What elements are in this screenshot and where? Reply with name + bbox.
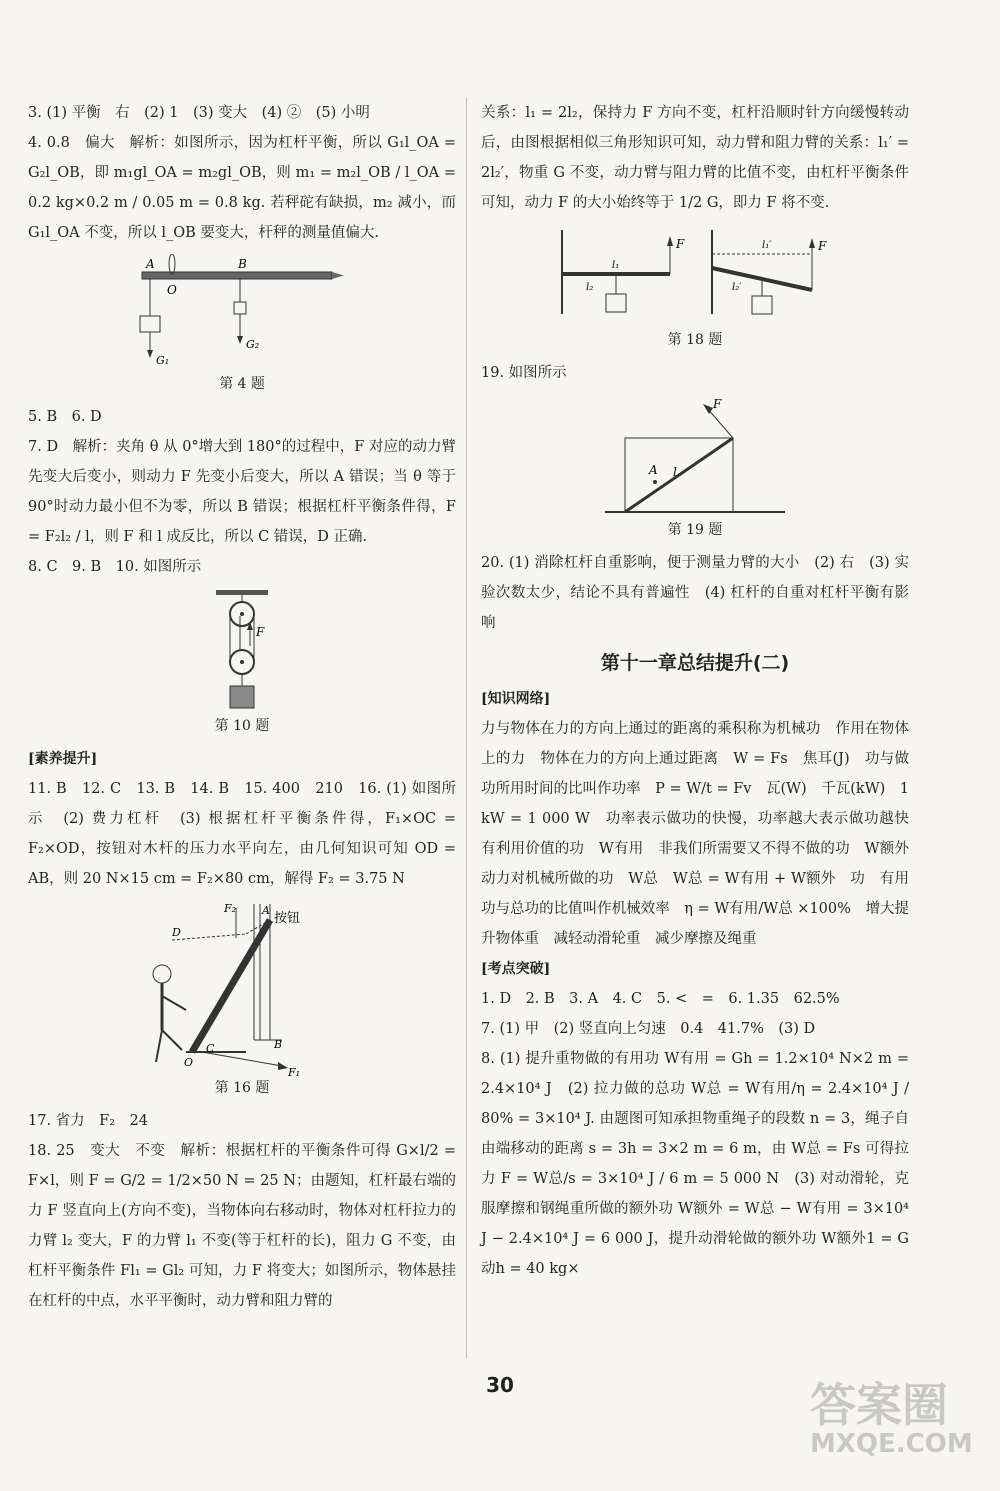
fig4-label-b: B (238, 257, 247, 271)
answer-q7: 7. D 解析：夹角 θ 从 0°增大到 180°的过程中，F 对应的动力臂先变大后变小，则动力 F 先变小后变大，所以 A 错误；当 θ 等于 90°时动力最小但不为零，所以 B 错误；根据杠杆平衡条件得，F = F₂l₂ / l，则 F 和 l 成反比，所以 C 错误，D 正确. (28, 439, 456, 545)
answer-r-q1-6: 1. D 2. B 3. A 4. C 5. < = 6. 1.35 62.5% (481, 991, 840, 1007)
fig4-label-g1: G₁ (156, 354, 170, 367)
answer-q18-continued: 关系：l₁ = 2l₂，保持力 F 方向不变，杠杆沿顺时针方向缓慢转动后，由图根据相似三角形知识可知，动力臂和阻力臂的关系：l₁′ = 2l₂′，物重 G 不变，动力臂与阻力臂的比值不变，由杠杆平衡条件可知，动力 F 的大小始终等于 1/2 G，即力 F 将不变. (481, 105, 909, 211)
lever-button-diagram (142, 900, 342, 1076)
fig10-label-f: F (256, 625, 265, 639)
fig18-label-l1-prime: l₁′ (762, 240, 772, 251)
fig16-label-button: 按钮 (274, 911, 301, 926)
fig18-label-l2-prime: l₂′ (732, 282, 742, 293)
answer-q17: 17. 省力 F₂ 24 (28, 1113, 148, 1129)
fig18-label-l2: l₂ (586, 282, 594, 293)
answer-q20: 20. (1) 消除杠杆自重影响，便于测量力臂的大小 (2) 右 (3) 实验次数太少，结论不具有普遍性 (4) 杠杆的自重对杠杆平衡有影响 (481, 555, 909, 631)
figure-16-caption: 第 16 题 (214, 1080, 270, 1096)
column-divider (466, 98, 467, 1358)
fig16-label-f1: F₁ (288, 1066, 301, 1076)
fig16-label-o: O (184, 1056, 194, 1069)
answer-q4: 4. 0.8 偏大 解析：如图所示，因为杠杆平衡，所以 G₁l_OA = G₂l_OB，即 m₁gl_OA = m₂gl_OB，则 m₁ = m₂l_OB / l_OA = 0.2 kg×0.2 m / 0.05 m = 0.8 kg. 若秤砣有缺损，m₂ 减小，而 G₁l_OA 不变，所以 l_OB 要变大，杆秤的测量值偏大. (28, 135, 456, 241)
answer-r-q7: 7. (1) 甲 (2) 竖直向上匀速 0.4 41.7% (3) D (481, 1021, 816, 1037)
fig19-label-f: F (713, 397, 722, 411)
fig16-label-d: D (172, 926, 181, 939)
right-column (481, 98, 924, 1284)
chapter-summary-title: 第十一章总结提升(二) (600, 652, 790, 674)
figure-4 (28, 254, 456, 396)
fig16-label-f2: F₂ (224, 902, 237, 915)
fig18-label-f-right: F (818, 239, 827, 253)
fig16-label-c: C (206, 1042, 215, 1055)
wall-lever-diagram (550, 224, 840, 328)
fig4-label-a: A (146, 257, 155, 271)
figure-18 (481, 224, 909, 352)
page-number: 30 (486, 1373, 514, 1397)
fig16-label-a: A (262, 904, 270, 917)
figure-10 (28, 588, 456, 738)
fig16-label-b: B (274, 1038, 283, 1051)
knowledge-network-text: 力与物体在力的方向上通过的距离的乘积称为机械功 作用在物体上的力 物体在力的方向上通过距离 W = Fs 焦耳(J) 功与做功所用时间的比叫作功率 P = W/t = Fv 瓦(W) 千瓦(kW) 1 kW = 1 000 W 功率表示做功的快慢，功率越大表示做功越快 有利用价值的功 W有用 非我们所需要又不得不做的功 W额外 动力对机械所做的功 W总 W总 = W有用 + W额外 功 有用功与总功的比值叫作机械效率 η = W有用/W总 ×100% 增大提升物体重 减轻动滑轮重 减少摩擦及绳重 (481, 721, 924, 947)
watermark-url: MXQE.COM (810, 1429, 973, 1459)
box-lever-diagram (595, 394, 795, 518)
steelyard-diagram (122, 254, 362, 372)
watermark-text: 答案圈 (810, 1378, 948, 1432)
section-key-points: [考点突破] (481, 961, 551, 977)
figure-19 (481, 394, 909, 542)
section-quality-improvement: [素养提升] (28, 751, 98, 767)
answer-q3: 3. (1) 平衡 右 (2) 1 (3) 变大 (4) ② (5) 小明 (28, 105, 370, 121)
figure-19-caption: 第 19 题 (667, 522, 723, 538)
fig18-label-l1: l₁ (612, 260, 620, 271)
fig18-label-f-left: F (676, 237, 685, 251)
left-column (28, 98, 456, 1316)
fig19-label-l: l (673, 465, 677, 479)
section-knowledge-network: [知识网络] (481, 691, 551, 707)
fig4-label-g2: G₂ (246, 338, 260, 351)
answer-q11-16: 11. B 12. C 13. B 14. B 15. 400 210 16. (1) 如图所示 (2) 费力杠杆 (3) 根据杠杆平衡条件得，F₁×OC = F₂×OD，按钮对木杆的压力水平向左，由几何知识可知 OD = AB，则 20 N×15 cm = F₂×80 cm，解得 F₂ = 3.75 N (28, 781, 456, 887)
figure-16 (28, 900, 456, 1100)
answer-q19: 19. 如图所示 (481, 365, 567, 381)
figure-4-caption: 第 4 题 (219, 376, 265, 392)
fig19-label-a: A (649, 463, 658, 477)
pulley-diagram (202, 588, 282, 714)
answer-q5-6: 5. B 6. D (28, 409, 102, 425)
fig4-label-o: O (167, 283, 177, 297)
answer-q18: 18. 25 变大 不变 解析：根据杠杆的平衡条件可得 G×l/2 = F×l，则 F = G/2 = 1/2×50 N = 25 N；由题知，杠杆最右端的力 F 竖直向上(方向不变)，当物体向右移动时，物体对杠杆拉力的力臂 l₂ 变大，F 的力臂 l₁ 不变(等于杠杆的长)，阻力 G 不变，由杠杆平衡条件 Fl₁ = Gl₂ 可知，力 F 将变大；如图所示，物体悬挂在杠杆的中点，水平平衡时，动力臂和阻力臂的 (28, 1143, 456, 1309)
watermark-logo (800, 1363, 980, 1473)
figure-18-caption: 第 18 题 (667, 332, 723, 348)
answer-r-q8: 8. (1) 提升重物做的有用功 W有用 = Gh = 1.2×10⁴ N×2 m = 2.4×10⁴ J (2) 拉力做的总功 W总 = W有用/η = 2.4×10⁴ J / 80% = 3×10⁴ J. 由题图可知承担物重绳子的段数 n = 3，绳子自由端移动的距离 s = 3h = 3×2 m = 6 m，由 W总 = Fs 可得拉力 F = W总/s = 3×10⁴ J / 6 m = 5 000 N (3) 对动滑轮，克服摩擦和钢绳重所做的额外功 W额外 = W总 − W有用 = 3×10⁴ J − 2.4×10⁴ J = 6 000 J，提升动滑轮做的额外功 W额外1 = G动h = 40 kg× (481, 1051, 909, 1277)
figure-10-caption: 第 10 题 (214, 718, 270, 734)
answer-q8-10: 8. C 9. B 10. 如图所示 (28, 559, 202, 575)
